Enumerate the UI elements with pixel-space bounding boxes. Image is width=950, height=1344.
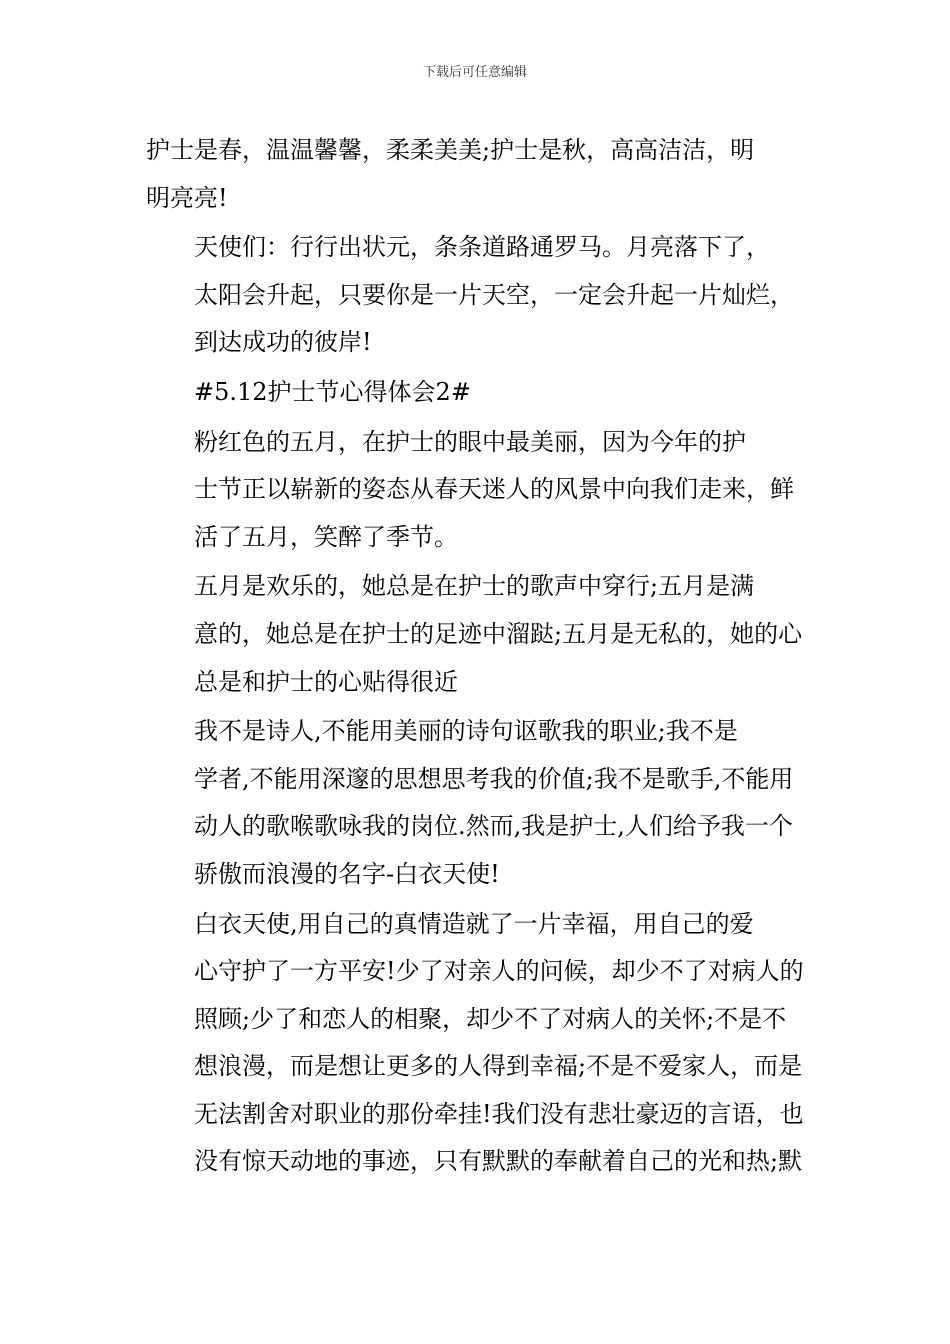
paragraph bbox=[146, 901, 811, 1187]
text-line: 粉红色的五月，在护士的眼中最美丽，因为今年的护 bbox=[194, 427, 746, 456]
text-line: 士节正以崭新的姿态从春天迷人的风景中向我们走来，鲜 bbox=[194, 475, 794, 504]
text-line: 天使们：行行出状元，条条道路通罗马。月亮落下了， bbox=[194, 233, 770, 262]
text-line: 五月是欢乐的，她总是在护士的歌声中穿行;五月是满 bbox=[194, 572, 755, 601]
text-line: 无法割舍对职业的那份牵挂!我们没有悲壮豪迈的言语，也 bbox=[194, 1099, 804, 1128]
paragraph bbox=[146, 708, 811, 898]
text-line: 意的，她总是在护士的足迹中溜跶;五月是无私的，她的心 bbox=[194, 619, 803, 648]
paragraph bbox=[146, 224, 811, 367]
text-line: 学者,不能用深邃的思想思考我的价值;我不是歌手,不能用 bbox=[194, 764, 794, 793]
text-line: #5.12护士节心得体会2# bbox=[194, 377, 471, 406]
text-line: 明亮亮! bbox=[146, 183, 228, 212]
header-note: 下载后可任意编辑 bbox=[422, 65, 527, 80]
text-line: 太阳会升起，只要你是一片天空，一定会升起一片灿烂， bbox=[194, 280, 794, 309]
text-line: 照顾;少了和恋人的相聚，却少不了对病人的关怀;不是不 bbox=[194, 1004, 787, 1033]
text-line: 没有惊天动地的事迹，只有默默的奉献着自己的光和热;默 bbox=[194, 1147, 803, 1176]
document-body bbox=[146, 127, 811, 1188]
text-line: 护士是春，温温馨馨，柔柔美美;护士是秋，高高洁洁，明 bbox=[146, 136, 755, 164]
paragraph bbox=[146, 127, 811, 222]
paragraph bbox=[146, 563, 811, 706]
text-line: 我不是诗人,不能用美丽的诗句讴歌我的职业;我不是 bbox=[194, 717, 738, 746]
text-line: 心守护了一方平安!少了对亲人的问候，却少不了对病人的 bbox=[194, 957, 804, 986]
text-line: 总是和护士的心贴得很近 bbox=[194, 667, 458, 696]
text-line: 到达成功的彼岸! bbox=[194, 328, 372, 357]
section-heading bbox=[146, 369, 811, 417]
text-line: 想浪漫，而是想让更多的人得到幸福;不是不爱家人，而是 bbox=[194, 1052, 803, 1081]
paragraph bbox=[146, 419, 811, 562]
text-line: 骄傲而浪漫的名字-白衣天使! bbox=[194, 859, 500, 888]
text-line: 活了五月，笑醉了季节。 bbox=[194, 522, 458, 551]
text-line: 白衣天使,用自己的真情造就了一片幸福，用自己的爱 bbox=[194, 909, 754, 938]
text-line: 动人的歌喉歌咏我的岗位.然而,我是护士,人们给予我一个 bbox=[194, 812, 793, 841]
